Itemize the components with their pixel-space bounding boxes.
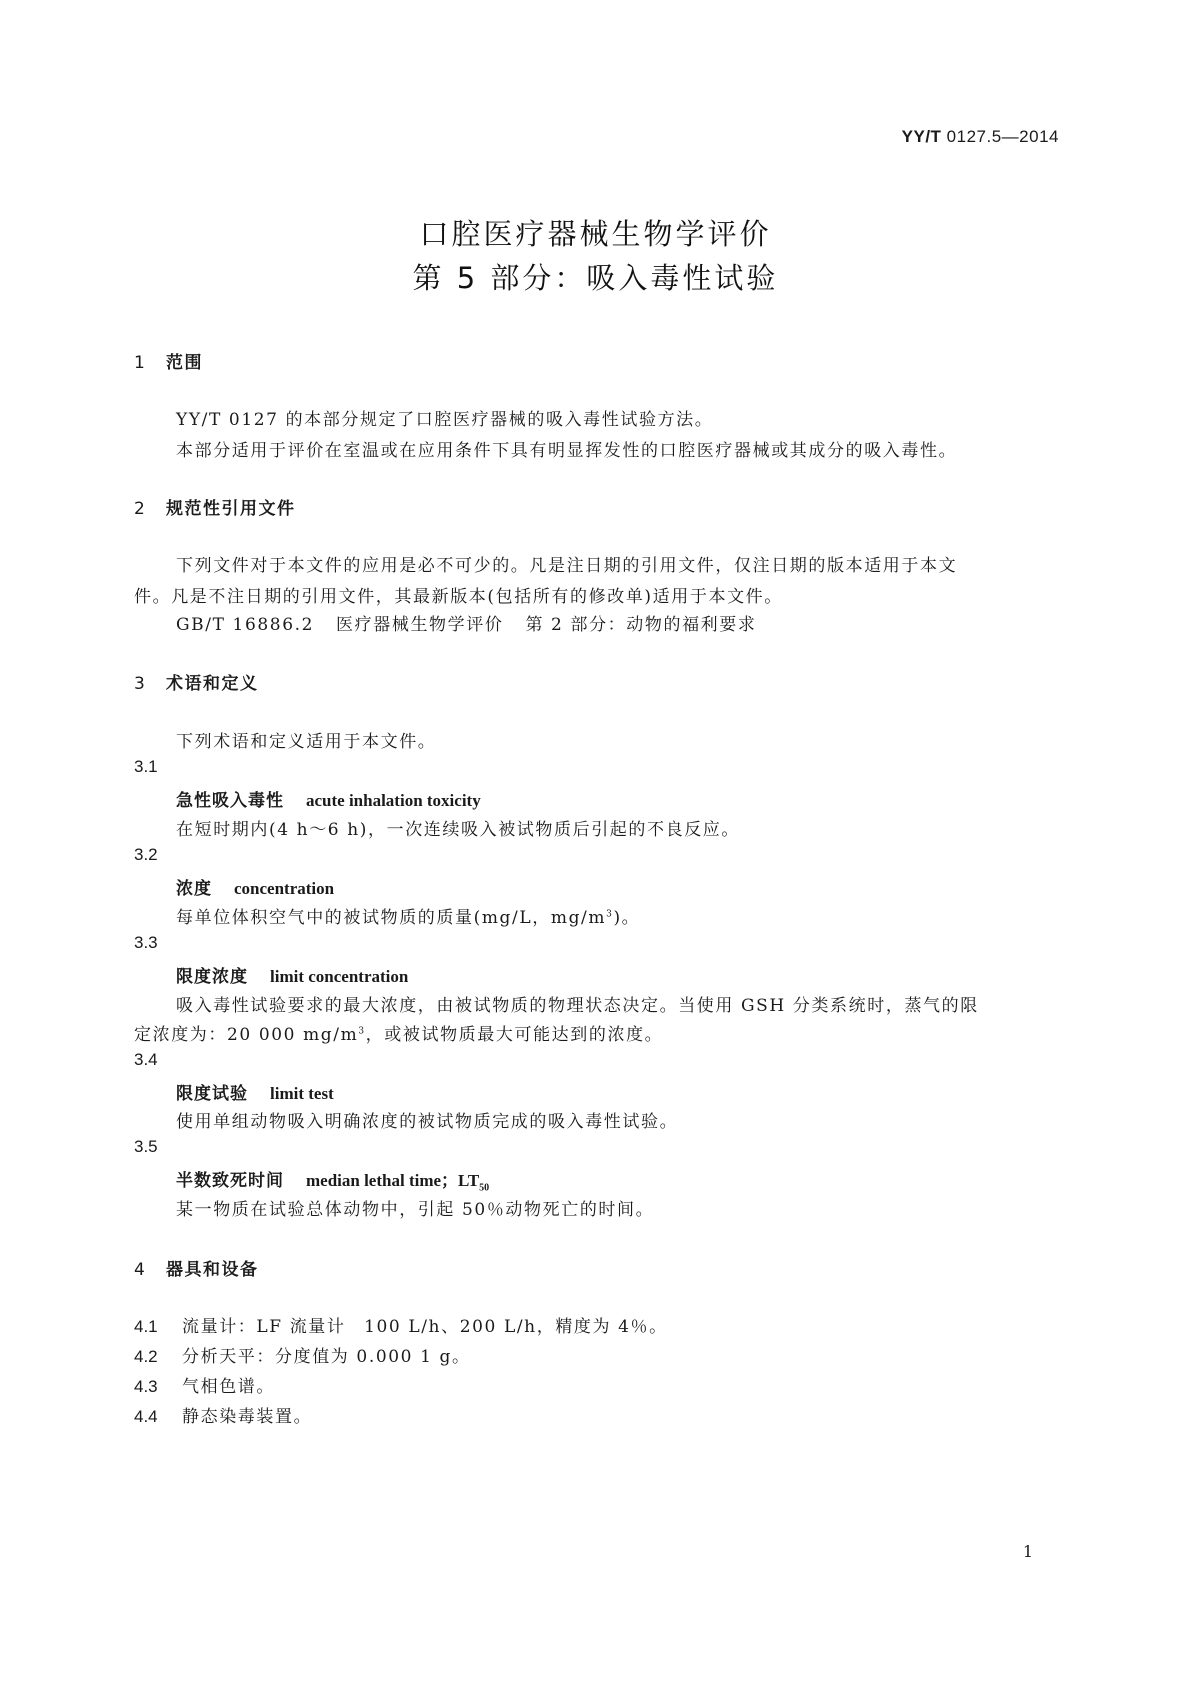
reference-title: 医疗器械生物学评价 <box>336 615 504 635</box>
term-definition <box>176 903 640 928</box>
term-definition: 吸入毒性试验要求的最大浓度，由被试物质的物理状态决定。当使用 GSH 分类系统时，蒸气的限 <box>176 996 979 1016</box>
term-definition <box>134 1020 663 1045</box>
superscript: 3 <box>606 909 614 920</box>
standard-code <box>902 127 1059 147</box>
section-title: 器具和设备 <box>166 1260 259 1280</box>
item-number: 4.2 <box>134 1347 158 1366</box>
term-english-text: median lethal time；LT <box>306 1171 480 1190</box>
paragraph: 本部分适用于评价在室温或在应用条件下具有明显挥发性的口腔医疗器械或其成分的吸入毒性。 <box>176 441 958 461</box>
reference-part: 第 2 部分：动物的福利要求 <box>525 615 757 635</box>
list-item <box>134 1312 668 1337</box>
term-english <box>306 1171 490 1194</box>
term-english: limit concentration <box>270 967 409 986</box>
term-chinese: 半数致死时间 <box>176 1171 284 1191</box>
term-heading <box>176 1079 334 1104</box>
normative-reference <box>176 610 756 635</box>
subscript: 50 <box>479 1182 490 1194</box>
section-2-heading <box>134 494 296 519</box>
term-chinese: 浓度 <box>176 879 212 899</box>
paragraph: 下列文件对于本文件的应用是必不可少的。凡是注日期的引用文件，仅注日期的版本适用于本文 <box>176 556 958 576</box>
superscript: 3 <box>358 1026 366 1037</box>
term-number: 3.5 <box>134 1137 158 1156</box>
item-number: 4.4 <box>134 1407 158 1426</box>
document-title-line1: 口腔医疗器械生物学评价 <box>419 217 772 251</box>
item-text: 静态染毒装置。 <box>182 1407 313 1427</box>
section-title: 规范性引用文件 <box>166 499 296 519</box>
section-4-heading <box>134 1255 259 1280</box>
item-number: 4.3 <box>134 1377 158 1396</box>
item-text: 流量计：LF 流量计 100 L/h、200 L/h，精度为 4％。 <box>182 1317 668 1337</box>
item-text: 气相色谱。 <box>182 1377 275 1397</box>
list-item <box>134 1342 471 1367</box>
term-definition: 使用单组动物吸入明确浓度的被试物质完成的吸入毒性试验。 <box>176 1112 679 1132</box>
section-title: 术语和定义 <box>166 674 259 694</box>
term-english: limit test <box>270 1084 334 1103</box>
term-english: acute inhalation toxicity <box>306 791 481 810</box>
standard-prefix: YY/T <box>901 127 942 146</box>
definition-text: ，或被试物质最大可能达到的浓度。 <box>365 1025 664 1045</box>
definition-text: 定浓度为：20 000 mg/m <box>134 1025 359 1045</box>
paragraph: YY/T 0127 的本部分规定了口腔医疗器械的吸入毒性试验方法。 <box>176 410 714 430</box>
term-heading <box>176 1166 489 1193</box>
list-item <box>134 1372 275 1397</box>
item-text: 分析天平：分度值为 0.000 1 g。 <box>182 1347 471 1367</box>
term-number: 3.3 <box>134 933 158 952</box>
term-number: 3.4 <box>134 1050 158 1069</box>
section-number: 4 <box>134 1260 147 1280</box>
item-number: 4.1 <box>134 1317 158 1336</box>
paragraph: 下列术语和定义适用于本文件。 <box>176 732 437 752</box>
section-1-heading <box>134 348 203 373</box>
paragraph: 件。凡是不注日期的引用文件，其最新版本(包括所有的修改单)适用于本文件。 <box>134 587 783 607</box>
term-number: 3.2 <box>134 845 158 864</box>
document-title-line2: 第 5 部分：吸入毒性试验 <box>412 261 779 295</box>
page-number: 1 <box>1022 1542 1033 1561</box>
definition-text: )。 <box>613 908 641 928</box>
term-english: concentration <box>234 879 335 898</box>
term-heading <box>176 962 408 987</box>
section-number: 1 <box>134 353 147 373</box>
term-heading <box>176 786 481 811</box>
term-chinese: 限度浓度 <box>176 967 248 987</box>
term-chinese: 限度试验 <box>176 1084 248 1104</box>
list-item <box>134 1402 312 1427</box>
term-definition: 某一物质在试验总体动物中，引起 50％动物死亡的时间。 <box>176 1200 655 1220</box>
definition-text: 每单位体积空气中的被试物质的质量(mg/L，mg/m <box>176 908 607 928</box>
section-number: 2 <box>134 499 147 519</box>
term-definition: 在短时期内(4 h～6 h)，一次连续吸入被试物质后引起的不良反应。 <box>176 820 741 840</box>
section-3-heading <box>134 669 259 694</box>
term-chinese: 急性吸入毒性 <box>176 791 284 811</box>
standard-number: 0127.5—2014 <box>946 127 1059 146</box>
term-heading <box>176 874 334 899</box>
section-number: 3 <box>134 674 147 694</box>
reference-code: GB/T 16886.2 <box>176 615 315 635</box>
section-title: 范围 <box>166 353 203 373</box>
term-number: 3.1 <box>134 757 158 776</box>
